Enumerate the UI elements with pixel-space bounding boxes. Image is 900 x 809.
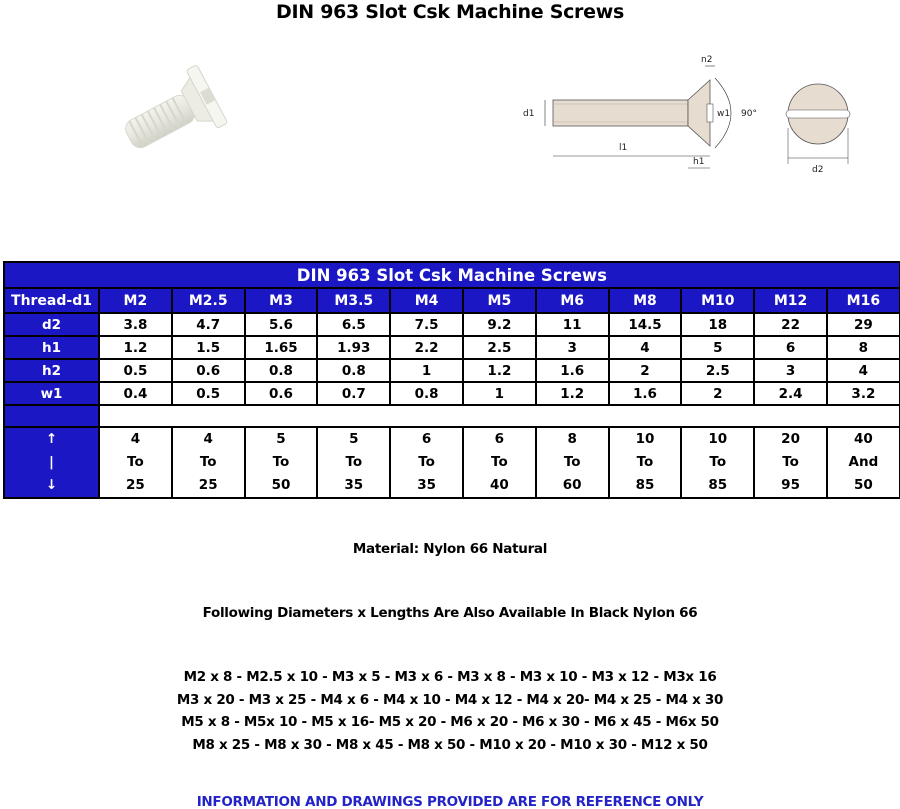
length-range-cell [463,427,536,498]
table-cell: 5.6 [245,313,318,336]
table-cell: 2.2 [390,336,463,359]
screw-product-image [95,60,235,180]
length-min: 4 [130,431,141,447]
table-cell: 1 [390,359,463,382]
length-max: 40 [489,477,509,493]
table-cell: 22 [754,313,827,336]
size-header: M16 [827,288,900,313]
table-cell: 3.2 [827,382,900,405]
length-max: 35 [417,477,436,493]
length-max: 85 [635,477,655,493]
table-cell: 11 [536,313,609,336]
length-range-cell [681,427,754,498]
table-cell: 4.7 [172,313,245,336]
size-header: M3 [245,288,318,313]
table-cell: 9.2 [463,313,536,336]
length-range-cell [536,427,609,498]
length-max: 85 [708,477,728,493]
table-cell: 3 [536,336,609,359]
length-range-cell [609,427,682,498]
black-sizes-line: M2 x 8 - M2.5 x 10 - M3 x 5 - M3 x 6 - M3 x 8 - M3 x 10 - M3 x 12 - M3x 16 [183,669,717,685]
row-label: h2 [4,359,99,382]
l1-label: l1 [619,143,628,153]
table-cell: 1.6 [536,359,609,382]
table-cell: 2.4 [754,382,827,405]
table-cell: 1.2 [536,382,609,405]
page-title: DIN 963 Slot Csk Machine Screws [276,1,624,23]
length-min: 5 [349,431,359,447]
length-sep: And [848,454,879,470]
black-sizes-line: M8 x 25 - M8 x 30 - M8 x 45 - M8 x 50 - M10 x 20 - M10 x 30 - M12 x 50 [192,736,708,753]
length-range-cell [172,427,245,498]
length-max: 25 [126,477,145,493]
size-header: M8 [609,288,682,313]
length-range-row [4,427,900,498]
length-range-cell [827,427,900,498]
d2-label: d2 [812,165,824,175]
length-arrow [4,427,99,498]
table-cell: 0.5 [172,382,245,405]
table-cell: 0.8 [317,359,390,382]
length-max: 60 [562,477,582,493]
table-cell: 8 [827,336,900,359]
length-min: 10 [708,431,728,447]
table-cell: 2 [681,382,754,405]
size-header: M10 [681,288,754,313]
table-row [4,359,900,382]
length-min: 4 [203,431,213,447]
vertical-bar-icon: | [49,454,54,470]
thread-size-row [4,288,900,313]
black-sizes-line: M3 x 20 - M3 x 25 - M4 x 6 - M4 x 10 - M4 x 12 - M4 x 20- M4 x 25 - M4 x 30 [176,691,724,708]
length-sep: To [418,454,435,470]
row-label: w1 [4,382,99,405]
black-nylon-note: Following Diameters x Lengths Are Also Available In Black Nylon 66 [202,605,698,621]
length-sep: To [491,454,508,470]
table-cell: 1.93 [317,336,390,359]
h1-label: h1 [693,157,705,167]
table-cell: 29 [827,313,900,336]
table-cell: 0.4 [99,382,172,405]
table-cell: 18 [681,313,754,336]
length-range-cell [317,427,390,498]
table-row [4,382,900,405]
size-header: M12 [754,288,827,313]
table-cell: 14.5 [609,313,682,336]
table-cell: 1.65 [245,336,318,359]
material-note: Material: Nylon 66 Natural [352,541,548,557]
spacer-row [4,405,900,427]
size-header: M2.5 [172,288,245,313]
table-cell: 4 [609,336,682,359]
length-sep: To [345,454,363,470]
length-min: 6 [421,431,432,447]
head-top-view [778,78,868,183]
table-cell: 1.6 [609,382,682,405]
length-min: 6 [494,431,505,447]
length-max: 35 [344,477,364,493]
table-cell: 2 [609,359,682,382]
spacer-cell [99,405,900,427]
length-max: 95 [781,477,800,493]
table-cell: 6.5 [317,313,390,336]
length-min: 10 [635,431,655,447]
table-cell: 1.2 [99,336,172,359]
length-range-cell [390,427,463,498]
size-header: M2 [99,288,172,313]
length-sep: To [782,454,799,470]
length-sep: To [127,454,144,470]
length-min: 8 [567,431,577,447]
dimension-drawing [515,50,765,180]
table-cell: 6 [754,336,827,359]
length-range-cell [754,427,827,498]
table-cell: 0.7 [317,382,390,405]
table-cell: 0.6 [172,359,245,382]
table-cell: 3 [754,359,827,382]
dimensions-table [3,261,900,499]
table-cell: 4 [827,359,900,382]
row-label: h1 [4,336,99,359]
table-cell: 0.8 [245,359,318,382]
length-max: 50 [853,477,873,493]
size-header: M6 [536,288,609,313]
size-header: M3.5 [317,288,390,313]
up-arrow-icon: ↑ [45,431,58,447]
table-cell: 0.8 [390,382,463,405]
table-row [4,313,900,336]
table-row [4,336,900,359]
table-cell: 1 [463,382,536,405]
length-max: 50 [271,477,291,493]
length-min: 5 [276,431,286,447]
size-header: M5 [463,288,536,313]
length-min: 20 [781,431,800,447]
table-cell: 1.5 [172,336,245,359]
size-header: M4 [390,288,463,313]
table-cell: 1.2 [463,359,536,382]
disclaimer: INFORMATION AND DRAWINGS PROVIDED ARE FOR REFERENCE ONLY [196,794,704,809]
table-cell: 7.5 [390,313,463,336]
spacer-label-cell [4,405,99,427]
length-sep: To [199,454,217,470]
w1-label: w1 [717,109,731,119]
length-min: 40 [853,431,873,447]
table-cell: 2.5 [463,336,536,359]
down-arrow-icon: ↓ [45,477,58,493]
length-sep: To [636,454,654,470]
black-sizes-list [0,666,900,756]
row-label: Thread-d1 [4,288,99,313]
length-sep: To [272,454,290,470]
table-cell: 0.5 [99,359,172,382]
length-range-cell [245,427,318,498]
table-cell: 0.6 [245,382,318,405]
length-range-cell [99,427,172,498]
length-sep: To [563,454,581,470]
row-label: d2 [4,313,99,336]
table-cell: 3.8 [99,313,172,336]
black-sizes-line: M5 x 8 - M5x 10 - M5 x 16- M5 x 20 - M6 x 20 - M6 x 30 - M6 x 45 - M6x 50 [181,714,719,730]
table-caption: DIN 963 Slot Csk Machine Screws [4,262,900,288]
table-cell: 5 [681,336,754,359]
table-cell: 2.5 [681,359,754,382]
length-sep: To [709,454,727,470]
angle-label: 90° [741,109,757,119]
d1-label: d1 [523,109,535,119]
length-max: 25 [198,477,218,493]
n2-label: n2 [701,55,713,65]
